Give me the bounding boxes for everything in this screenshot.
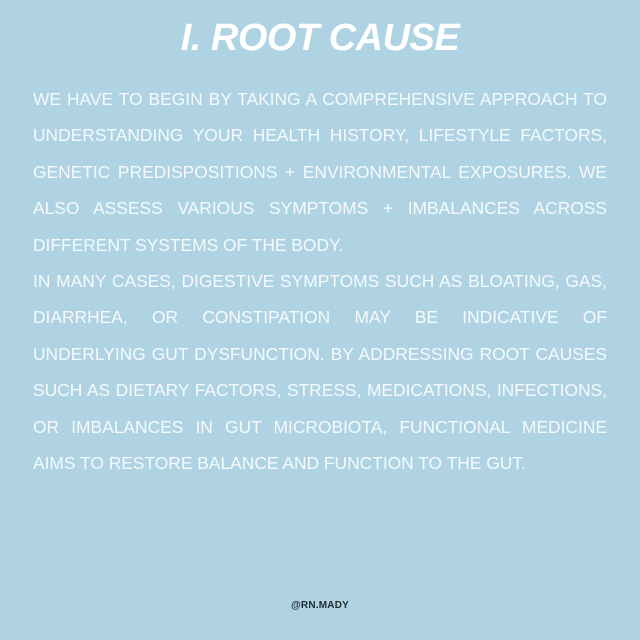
author-handle: @RN.MADY — [290, 600, 350, 611]
paragraph-gut: IN MANY CASES, DIGESTIVE SYMPTOMS SUCH AS BLOATING, GAS, DIARRHEA, OR CONSTIPATION MAY BE INDICATIVE OF UNDERLYING GUT DYSFUNCTION. BY ADDRESSING ROOT CAUSES SUCH AS DIETARY FACTORS, STRESS, MEDICATIONS, INFECTIONS, OR IMBALANCES IN GUT MICROBIOTA, FUNCTIONAL MEDICINE AIMS TO RESTORE BALANCE AND FUNCTION TO THE GUT. — [33, 271, 607, 474]
body-text — [33, 81, 607, 481]
paragraph-intro: WE HAVE TO BEGIN BY TAKING A COMPREHENSIVE APPROACH TO UNDERSTANDING YOUR HEALTH HISTORY, LIFESTYLE FACTORS, GENETIC PREDISPOSITIONS + ENVIRONMENTAL EXPOSURES. WE ALSO ASSESS VARIOUS SYMPTOMS + IMBALANCES ACROSS DIFFERENT SYSTEMS OF THE BODY. — [33, 89, 607, 255]
page-title: I. ROOT CAUSE — [180, 17, 460, 59]
